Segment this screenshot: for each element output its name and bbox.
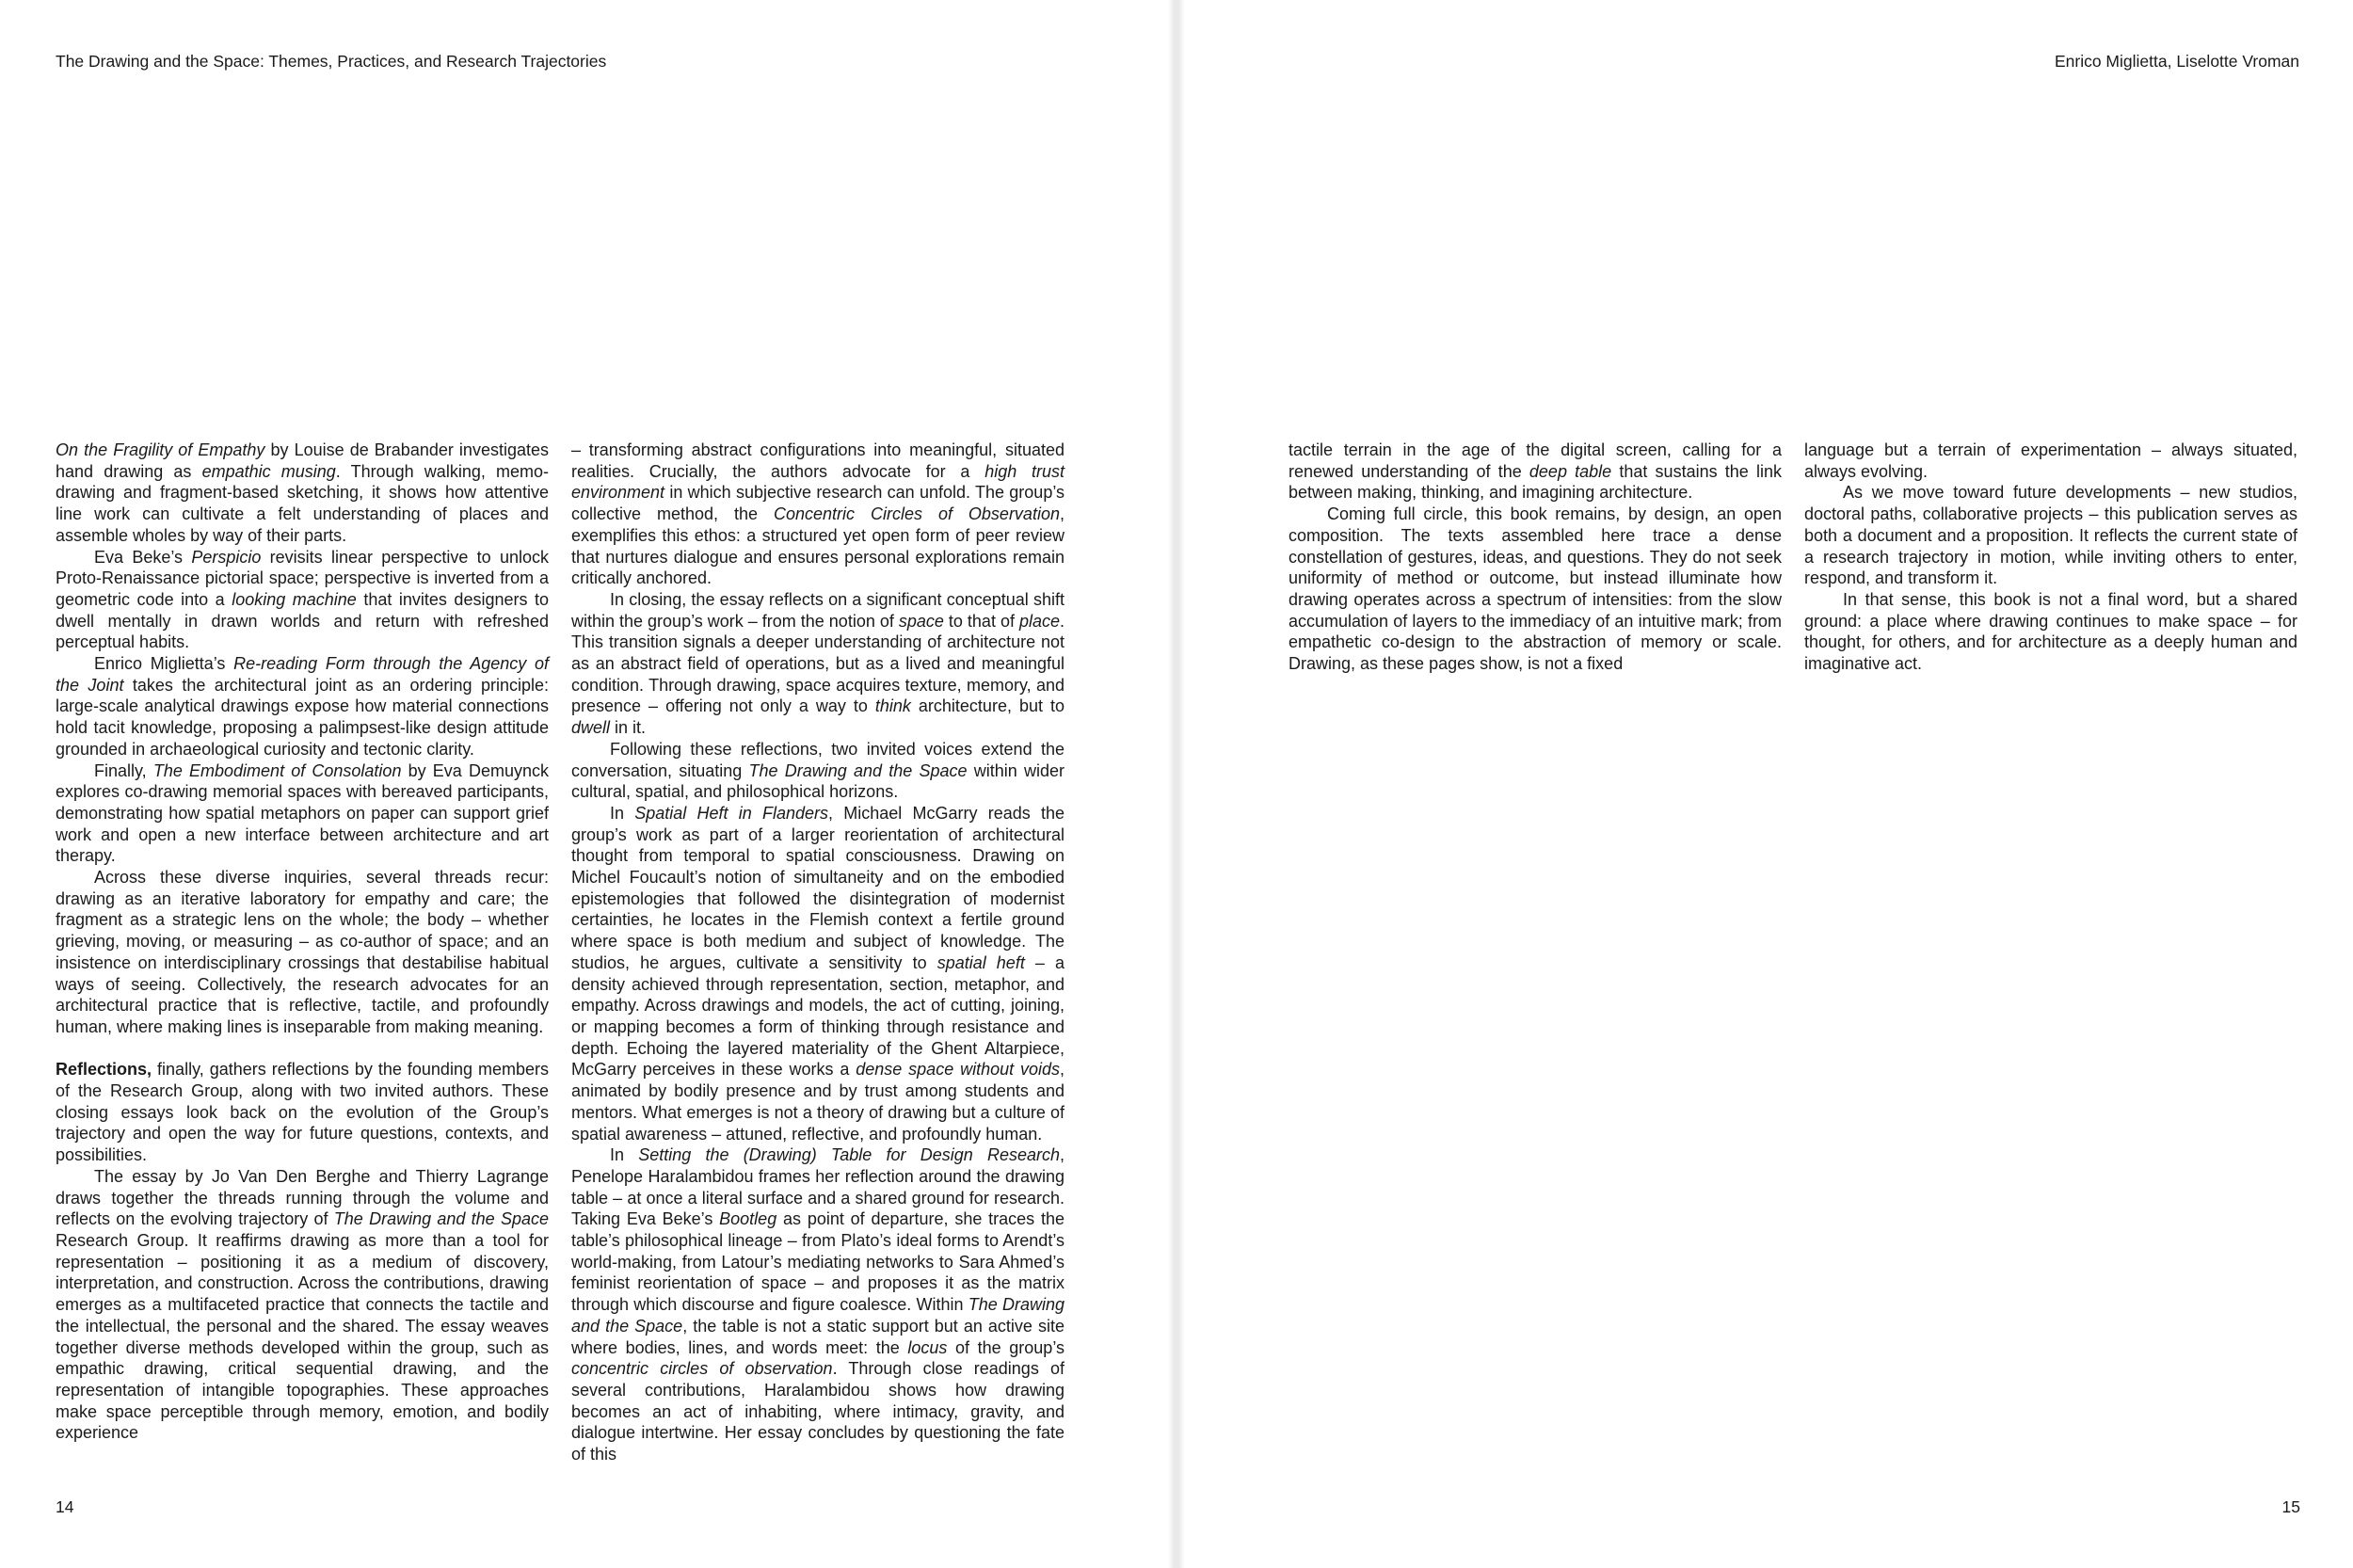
paragraph: Reflections, finally, gathers reflections by the founding members of the Research Group, along with two invited authors. These closing essays look back on the evolution of the Group’s trajectory and open the way for future questions, contexts, and possibilities. (56, 1060, 549, 1165)
running-head-left: The Drawing and the Space: Themes, Practices, and Research Trajectories (56, 52, 607, 71)
paragraph: Following these reflections, two invited voices extend the conversation, situating The Drawing and the Space within wider cultural, spatial, and philosophical horizons. (571, 739, 1064, 802)
paragraph: In closing, the essay reflects on a significant conceptual shift within the group’s work – from the notion of space to that of place. This transition signals a deeper understanding of architecture not as an abstract field of operations, but as a lived and meaningful condition. Through drawing, space acquires texture, memory, and presence – offering not only a way to think architecture, but to dwell in it. (571, 589, 1065, 738)
paragraph: In Setting the (Drawing) Table for Design Research, Penelope Haralambidou frames her reflection around the drawing table – at once a literal surface and a shared ground for research. Taking Eva Beke’s Bootleg as point of departure, she traces the table’s philosophical lineage – from Plato’s ideal forms to Arendt’s world-making, from Latour’s mediating networks to Sara Ahmed’s feminist reorientation of space – and proposes it as the matrix through which discourse and figure coalesce. Within The Drawing and the Space, the table is not a static support but an active site where bodies, lines, and words meet: the locus of the group’s concentric circles of observation. Through close readings of several contributions, Haralambidou shows how drawing becomes an act of inhabiting, where intimacy, gravity, and dialogue intertwine. Her essay concludes by questioning the fate of this (571, 1145, 1064, 1464)
text-column-left-2 (571, 440, 1064, 1465)
paragraph: In that sense, this book is not a final word, but a shared ground: a place where drawing continues to make space – for thought, for others, and for architecture as a deeply human and imaginative act. (1804, 589, 2297, 674)
page-number-left: 14 (56, 1497, 74, 1516)
paragraph: In Spatial Heft in Flanders, Michael McGarry reads the group’s work as part of a larger reorientation of architectural thought from temporal to spatial consciousness. Drawing on Michel Foucault’s notion of simultaneity and on the embodied epistemologies that followed the disintegration of modernist certainties, he locates in the Flemish context a fertile ground where space is both medium and subject of knowledge. The studios, he argues, cultivate a sensitivity to spatial heft – a density achieved through representation, section, metaphor, and empathy. Across drawings and models, the act of cutting, joining, or mapping becomes a form of thinking through resistance and depth. Echoing the layered materiality of the Ghent Altarpiece, McGarry perceives in these works a dense space without voids, animated by bodily presence and by trust among students and mentors. What emerges is not a theory of drawing but a culture of spatial awareness – attuned, reflective, and profoundly human. (571, 803, 1065, 1144)
paragraph: Finally, The Embodiment of Consolation by Eva Demuynck explores co-drawing memorial spaces with bereaved participants, demonstrating how spatial metaphors on paper can support grief work and open a new interface between architecture and art therapy. (56, 760, 549, 866)
paragraph: Across these diverse inquiries, several threads recur: drawing as an iterative laboratory for empathy and care; the fragment as a strategic lens on the whole; the body – whether grieving, moving, or measuring – as co-author of space; and an insistence on interdisciplinary crossings that destabilise habitual ways of seeing. Collectively, the research advocates for an architectural practice that is reflective, tactile, and profoundly human, where making lines is inseparable from making meaning. (56, 868, 549, 1036)
gutter-shadow (1179, 0, 1185, 1568)
text-column-right-1 (1289, 440, 1782, 675)
running-head-right: Enrico Miglietta, Liselotte Vroman (2054, 52, 2299, 71)
paragraph: Eva Beke’s Perspicio revisits linear perspective to unlock Proto-Renaissance pictorial space; perspective is inverted from a geometric code into a looking machine that invites designers to dwell mentally in drawn worlds and return with refreshed perceptual habits. (56, 547, 550, 652)
text-column-right-2 (1804, 440, 2297, 675)
text-column-left-1 (56, 440, 549, 1444)
page-number-right: 15 (2281, 1497, 2300, 1516)
paragraph: – transforming abstract configurations into meaningful, situated realities. Crucially, the authors advocate for a high trust environment in which subjective research can unfold. The group’s collective method, the Concentric Circles of Observation, exemplifies this ethos: a structured yet open form of peer review that nurtures dialogue and ensures personal explorations remain critically anchored. (571, 440, 1064, 588)
paragraph: language but a terrain of experimentation – always situated, always evolving. (1804, 440, 2297, 481)
paragraph: The essay by Jo Van Den Berghe and Thierry Lagrange draws together the threads running through the volume and reflects on the evolving trajectory of The Drawing and the Space Research Group. It reaffirms drawing as more than a tool for representation – positioning it as a medium of discovery, interpretation, and construction. Across the contributions, drawing emerges as a multifaceted practice that connects the tactile and the intellectual, the personal and the shared. The essay weaves together diverse methods developed within the group, such as empathic drawing, critical sequential drawing, and the representation of intangible topographies. These approaches make space perceptible through memory, emotion, and bodily experience (56, 1166, 550, 1443)
gutter-shadow (1168, 0, 1174, 1568)
paragraph: Coming full circle, this book remains, by design, an open composition. The texts assembled here trace a dense constellation of gestures, ideas, and questions. They do not seek uniformity of method or outcome, but instead illuminate how drawing operates across a spectrum of intensities: from the slow accumulation of layers to the immediacy of an intuitive mark; from empathetic co-design to the abstraction of memory or scale. Drawing, as these pages show, is not a fixed (1289, 504, 1782, 674)
right-page (1179, 0, 2353, 1568)
paragraph: As we move toward future developments – new studios, doctoral paths, collaborative projects – this publication serves as both a document and a proposition. It reflects the current state of a research trajectory in motion, while inviting others to enter, respond, and transform it. (1804, 483, 2297, 588)
paragraph: On the Fragility of Empathy by Louise de Brabander investigates hand drawing as empathic musing. Through walking, memo-drawing and fragment-based sketching, it shows how attentive line work can cultivate a felt understanding of places and assemble wholes by way of their parts. (56, 440, 549, 545)
paragraph: Enrico Miglietta’s Re-reading Form through the Agency of the Joint takes the architectural joint as an ordering principle: large-scale analytical drawings expose how material connections hold tacit knowledge, proposing a palimpsest-like design attitude grounded in archaeological curiosity and tectonic clarity. (56, 654, 549, 759)
paragraph: tactile terrain in the age of the digital screen, calling for a renewed understanding of the deep table that sustains the link between making, thinking, and imagining architecture. (1289, 440, 1782, 503)
left-page (0, 0, 1174, 1568)
